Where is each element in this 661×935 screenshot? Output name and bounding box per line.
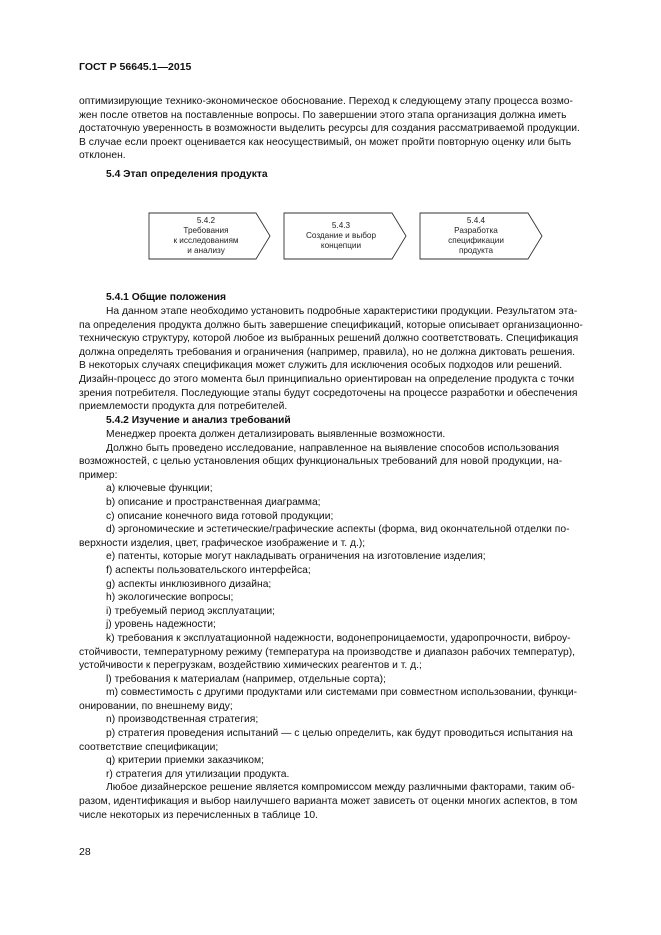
text-line: достаточную уверенность в возможности выделить ресурсы для создания рассматриваемой продукции. — [79, 123, 580, 135]
flow-step-line: концепции — [320, 241, 362, 250]
flow-step-line: Создание и выбор — [305, 231, 377, 240]
text-line: разом, идентификация и выбор наилучшего варианта может зависеть от оценки многих аспектов, в том — [79, 796, 578, 808]
list-item: d) эргономические и эстетические/графические аспекты (форма, вид окончательной отделки по- верхности изделия, цвет, графическое изображение и т. д.); — [79, 524, 570, 549]
intro-paragraph — [79, 95, 584, 163]
text-line: жен после ответов на поставленные вопросы. По завершении этого этапа организация должна иметь — [79, 109, 567, 121]
list-item: e) патенты, которые могут накладывать ограничения на изготовление изделия; — [106, 551, 486, 563]
list-item: a) ключевые функции; — [106, 483, 213, 495]
text-line: зрения потребителя. Последующие этапы будут сосредоточены на процессе разработки и обеспечения — [79, 387, 578, 399]
list-item: p) стратегия проведения испытаний — с целью определить, как будут проводиться испытания на соответствие спецификации; — [79, 728, 573, 753]
flow-step-line: и анализу — [187, 246, 225, 255]
general-provisions-paragraph — [79, 305, 584, 414]
text-line: должна определять требования и ограничения (например, правила), но не должна диктовать решения. — [79, 346, 576, 358]
list-item: b) описание и пространственная диаграмма; — [106, 496, 321, 508]
flow-step-line: продукта — [458, 246, 494, 255]
text-line: отклонен. — [79, 150, 126, 162]
requirements-body — [79, 428, 584, 822]
text-line: па определения продукта должно быть завершение спецификаций, которые описывает организационно- — [79, 319, 583, 331]
process-flow-diagram — [148, 212, 548, 262]
flow-step-line: Разработка — [454, 226, 498, 235]
flow-step-line: к исследованиям — [173, 236, 239, 245]
flow-step-5-4-3 — [284, 213, 406, 259]
text-line: Дизайн-процесс до этого момента был принципиально ориентирован на определение продукта с точки — [79, 373, 575, 385]
text-line: приемлемости продукта для потребителей. — [79, 401, 288, 413]
flow-step-line: 5.4.2 — [196, 216, 216, 225]
page-number: 28 — [79, 846, 91, 858]
list-item: r) стратегия для утилизации продукта. — [106, 768, 290, 780]
flow-step-5-4-2 — [149, 213, 270, 259]
list-item: c) описание конечного вида готовой продукции; — [106, 510, 334, 522]
list-item: k) требования к эксплуатационной надежности, водонепроницаемости, ударопрочности, виброу- стойчивости, температурному режиму (температура на производстве и диапазон рабочих температур), устойчивости к перегрузкам, воздействию химических реагентов и т. д.; — [79, 632, 576, 672]
list-item: m) совместимость с другими продуктами или системами при совместном использовании, функци- онировании, по внешнему виду; — [79, 687, 578, 712]
list-item: i) требуемый период эксплуатации; — [106, 605, 276, 617]
text-line: В некоторых случаях спецификация может служить для исключения особых подходов или решений. — [79, 360, 563, 372]
list-item: l) требования к материалам (например, отдельные сорта); — [106, 673, 386, 685]
list-item: q) критерии приемки заказчиком; — [106, 755, 264, 767]
text-line: пример: — [79, 469, 118, 481]
text-line: Любое дизайнерское решение является компромиссом между различными факторами, таким об- — [106, 782, 575, 794]
text-line: техническую структуру, которой любое из выбранных решений должно соответствовать. Спецификация — [79, 333, 579, 345]
list-item: j) уровень надежности; — [106, 619, 216, 631]
text-line: оптимизирующие технико-экономическое обоснование. Переход к следующему этапу процесса возмо- — [79, 96, 573, 107]
flow-step-line: спецификации — [448, 236, 504, 245]
text-line: числе некоторых из перечисленных в таблице 10. — [79, 809, 318, 821]
flow-step-line: 5.4.4 — [466, 216, 486, 225]
flow-step-line: 5.4.3 — [331, 221, 351, 230]
list-item: g) аспекты инклюзивного дизайна; — [106, 578, 272, 590]
page-header: ГОСТ Р 56645.1—2015 — [79, 61, 192, 73]
flow-step-5-4-4 — [420, 213, 542, 259]
text-line: Менеджер проекта должен детализировать выявленные возможности. — [106, 429, 446, 440]
text-line: возможностей, с целью установления общих функциональных требований для новой продукции, на- — [79, 456, 563, 468]
flow-step-line: Требования — [183, 226, 229, 235]
section-heading-5-4-1: 5.4.1 Общие положения — [106, 292, 226, 303]
list-item: f) аспекты пользовательского интерфейса; — [106, 564, 311, 576]
section-heading-5-4: 5.4 Этап определения продукта — [106, 169, 268, 180]
list-item: h) экологические вопросы; — [106, 592, 234, 604]
list-item: n) производственная стратегия; — [106, 714, 259, 726]
text-line: Должно быть проведено исследование, направленное на выявление способов использования — [106, 442, 560, 454]
text-line: На данном этапе необходимо установить подробные характеристики продукции. Результатом эта- — [106, 306, 578, 317]
section-heading-5-4-2: 5.4.2 Изучение и анализ требований — [106, 415, 291, 426]
text-line: В случае если проект оценивается как неосуществимый, он может пройти повторную оценку или быть — [79, 136, 572, 148]
